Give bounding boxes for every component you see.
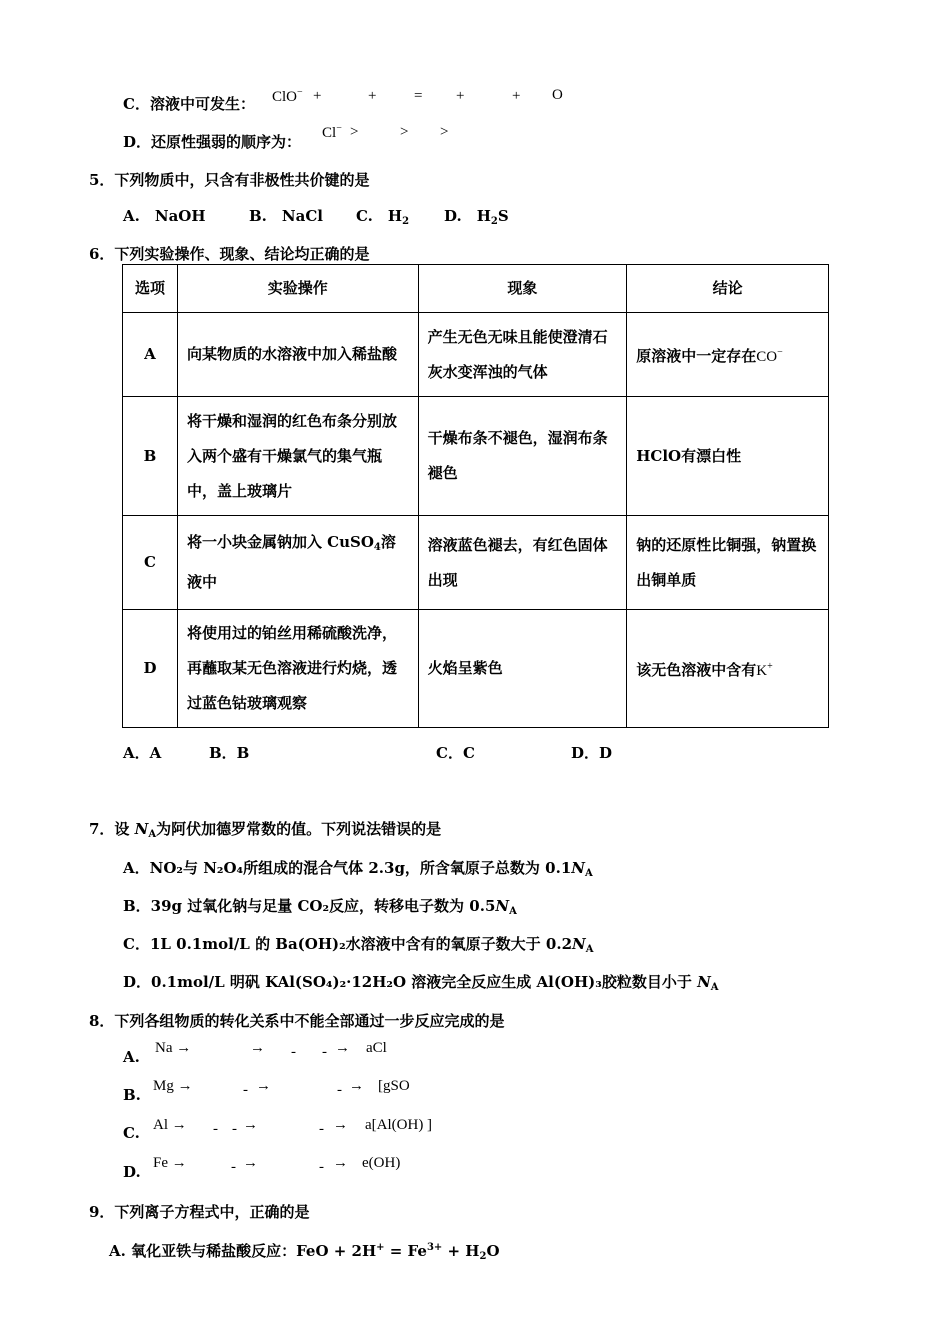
q8-label-a: A. [123,1048,140,1066]
q5-option-b: B. NaCl [249,207,323,225]
q8-a-1: Na → [155,1040,192,1056]
q8-a-5: → [335,1040,350,1056]
q6-stem: 6．下列实验操作、现象、结论均正确的是 [89,245,370,263]
q4-c-eq-5: + [456,88,465,104]
row-option: B [123,397,178,516]
header-conclusion: 结论 [627,265,829,313]
q9-option-a: A. 氧化亚铁与稀盐酸反应：FeO + $2H^+ = Fe^{3+} + H_2O$ [109,1242,500,1262]
q8-c-2: - [213,1121,218,1137]
q5-stem: 5．下列物质中，只含有非极性共价键的是 [89,171,370,189]
row-conclusion: 原溶液中一定存在CO− [627,313,829,397]
row-operation: 向某物质的水溶液中加入稀盐酸 [177,313,418,397]
q4-option-c: C．溶液中可发生： [123,95,255,113]
q7-option-b: B．39g 过氧化钠与足量 CO₂反应，转移电子数为 $0.5N_A$ [123,897,517,917]
row-phenomenon: 火焰呈紫色 [418,610,627,728]
q4-option-d: D．还原性强弱的顺序为： [123,133,302,151]
table-header-row [123,265,829,313]
table-row [123,610,829,728]
q9-stem: 9．下列离子方程式中，正确的是 [89,1203,310,1221]
row-operation: 将一小块金属钠加入 CuSO$_4$溶液中 [177,516,418,610]
q6-table [122,264,829,728]
q8-b-4: - [337,1082,342,1098]
q4-d-eq-4: > [440,124,449,140]
q8-d-4: - [319,1159,324,1175]
q4-c-eq-1: ClO− [272,87,303,105]
q8-b-5: → [349,1078,364,1094]
q8-label-c: C. [123,1124,140,1142]
q7-option-c: C．1L 0.1mol/L 的 Ba(OH)₂水溶液中含有的氧原子数大于 $0.2N_A$ [123,935,594,955]
q8-b-2: - [243,1082,248,1098]
q8-b-1: Mg → [153,1078,193,1094]
q8-label-b: B. [123,1086,141,1104]
q5-option-c: C. $H_2$ [356,207,410,227]
table-row [123,313,829,397]
q7-stem: 7．设 $N_A$为阿伏加德罗常数的值。下列说法错误的是 [89,820,442,840]
row-operation: 将干燥和湿润的红色布条分别放入两个盛有干燥氯气的集气瓶中，盖上玻璃片 [177,397,418,516]
q6-answer-d: D．D [571,744,613,762]
q4-d-eq-3: > [400,124,409,140]
q8-b-6: [gSO [378,1078,410,1094]
row-conclusion: 钠的还原性比铜强，钠置换出铜单质 [627,516,829,610]
table-row [123,397,829,516]
q4-c-eq-4: = [414,88,423,104]
q8-c-1: Al → [153,1117,187,1133]
row-phenomenon: 溶液蓝色褪去，有红色固体出现 [418,516,627,610]
row-conclusion: 该无色溶液中含有K+ [627,610,829,728]
q8-c-3: - [232,1121,237,1137]
q8-b-3: → [256,1078,271,1094]
q8-c-6: → [333,1117,348,1133]
q8-label-d: D. [123,1163,141,1181]
q8-d-3: → [243,1155,258,1171]
q8-a-6: aCl [366,1040,387,1056]
q8-d-6: e(OH) [362,1155,401,1171]
row-operation: 将使用过的铂丝用稀硫酸洗净，再蘸取某无色溶液进行灼烧，透过蓝色钴玻璃观察 [177,610,418,728]
q6-answer-a: A．A [123,744,162,762]
row-conclusion: HClO有漂白性 [627,397,829,516]
table-row [123,516,829,610]
q6-answer-b: B．B [209,744,250,762]
header-option: 选项 [123,265,178,313]
q5-option-a: A. NaOH [123,207,206,225]
q8-d-1: Fe → [153,1155,187,1171]
q7-option-d: D．0.1mol/L 明矾 KAl(SO₄)₂·12H₂O 溶液完全反应生成 Al(OH)₃胶粒数目小于 $N_A$ [123,973,719,993]
q4-d-eq-2: > [350,124,359,140]
q4-c-eq-7: O [552,87,563,103]
q8-c-4: → [243,1117,258,1133]
q8-d-5: → [333,1155,348,1171]
q8-c-7: a[Al(OH) ] [365,1117,433,1133]
q8-a-4: - [322,1044,327,1060]
row-phenomenon: 产生无色无味且能使澄清石灰水变浑浊的气体 [418,313,627,397]
q8-a-2: → [250,1040,265,1056]
q4-c-eq-6: + [512,88,521,104]
q4-c-eq-3: + [368,88,377,104]
row-option: D [123,610,178,728]
q8-c-5: - [319,1121,324,1137]
q8-d-2: - [231,1159,236,1175]
q6-answer-c: C．C [436,744,475,762]
q8-a-3: - [291,1044,296,1060]
q7-option-a: A．NO₂与 N₂O₄所组成的混合气体 2.3g，所含氧原子总数为 $0.1N_A$ [123,859,593,879]
q8-stem: 8．下列各组物质的转化关系中不能全部通过一步反应完成的是 [89,1012,505,1030]
q4-c-eq-2: + [313,88,322,104]
q5-option-d: D. $H_2S$ [444,207,509,227]
row-option: A [123,313,178,397]
row-option: C [123,516,178,610]
header-operation: 实验操作 [177,265,418,313]
q4-d-eq-1: Cl− [322,123,342,141]
row-phenomenon: 干燥布条不褪色，湿润布条褪色 [418,397,627,516]
header-phenomenon: 现象 [418,265,627,313]
